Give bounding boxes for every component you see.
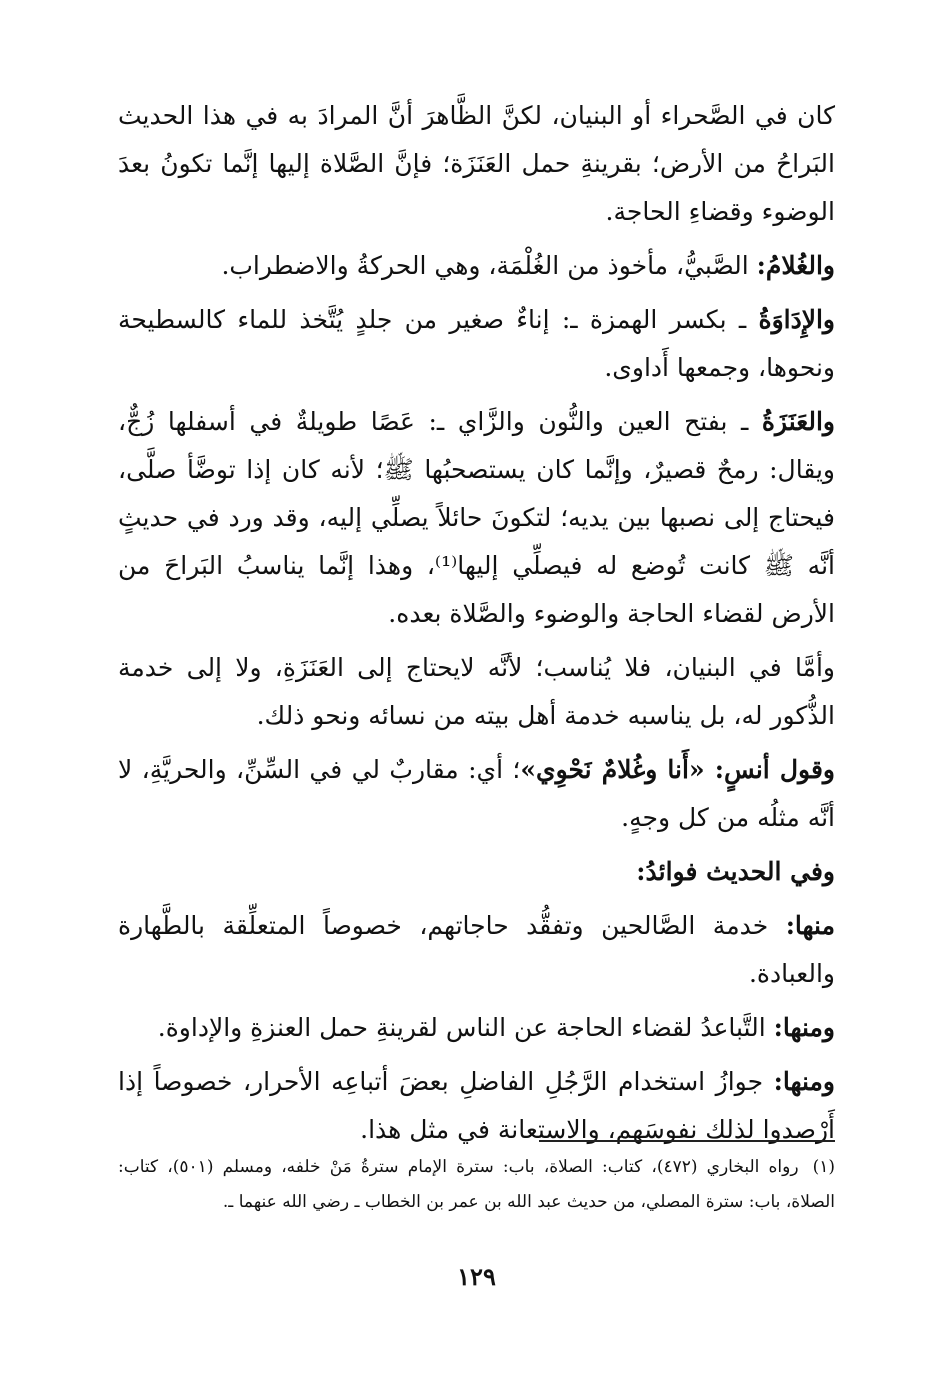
footnotes xyxy=(118,1150,835,1220)
term-anaza: والعَنَزَةُ xyxy=(761,407,835,436)
paragraph-4-text: ـ بفتح العين والنُّون والزَّاي ـ: عَصًا طويلةٌ في أسفلها زُجٌّ، ويقال: رمحٌ قصيرٌ، وإنَّما كان يستصحبُها ﷺ؛ لأنه كان إذا توضَّأ صلَّى، فيحتاج إلى نصبها بين يديه؛ لتكونَ حائلاً يصلِّي إليه، وقد ورد في حديثٍ أنَّه ﷺ كانت تُوضع له فيصلِّي إليها⁽¹⁾، وهذا إنَّما يناسبُ البَراحَ من الأرض لقضاء الحاجة والوضوء والصَّلاة بعده. xyxy=(118,407,835,628)
paragraph-1-text: كان في الصَّحراء أو البنيان، لكنَّ الظَّاهرَ أنَّ المرادَ به في هذا الحديث البَراحُ من الأرض؛ بقرينةِ حمل العَنَزَة؛ فإنَّ الصَّلاة إليها إنَّما تكونُ بعدَ الوضوء وقضاءِ الحاجة. xyxy=(118,101,835,226)
paragraph-8 xyxy=(118,902,835,998)
paragraph-6 xyxy=(118,746,835,842)
term-idawa: والإِدَاوَةُ xyxy=(758,305,835,334)
term-ghulam: والغُلامُ: xyxy=(756,251,835,280)
footnote-1 xyxy=(118,1150,835,1220)
benefits-heading: وفي الحديث فوائدُ: xyxy=(636,857,835,886)
paragraph-5-text: وأمَّا في البنيان، فلا يُناسب؛ لأنَّه لايحتاج إلى العَنَزَةِ، ولا إلى خدمة الذُّكور له، بل يناسبه خدمة أهل بيته من نسائه ونحو ذلك. xyxy=(118,653,835,730)
term-minha-2: ومنها: xyxy=(773,1013,835,1042)
paragraph-4 xyxy=(118,398,835,638)
paragraph-3-text: ـ بكسر الهمزة ـ: إناءٌ صغير من جلدٍ يُتَّخذ للماء كالسطيحة ونحوها، وجمعها أَداوى. xyxy=(118,305,835,382)
page-number: ١٢٩ xyxy=(457,1262,496,1291)
paragraph-2-text: الصَّبيُّ، مأخوذ من الغُلْمَة، وهي الحركةُ والاضطراب. xyxy=(221,251,757,280)
footnote-text: رواه البخاري (٤٧٢)، كتاب: الصلاة، باب: سترة الإمام سترةُ مَنْ خلفه، ومسلم (٥٠١)، كتاب: الصلاة، باب: سترة المصلي، من حديث عبد الله بن عمر بن الخطاب ـ رضي الله عنهما ـ. xyxy=(118,1157,835,1212)
paragraph-5 xyxy=(118,644,835,740)
paragraph-2 xyxy=(118,242,835,290)
paragraph-3 xyxy=(118,296,835,392)
paragraph-9 xyxy=(118,1004,835,1052)
term-anas: وقول أنسٍ: xyxy=(714,755,835,784)
footnote-mark: (١) xyxy=(812,1157,835,1177)
paragraph-8-text: خدمة الصَّالحين وتفقُّد حاجاتهم، خصوصاً المتعلِّقة بالطَّهارة والعبادة. xyxy=(118,911,835,988)
paragraph-10-text: جوازُ استخدام الرَّجُلِ الفاضلِ بعضَ أتباعِه الأحرار، خصوصاً إذا أَرْصدوا لذلك نفوسَهم، والاستعانة في مثل هذا. xyxy=(118,1067,835,1144)
footnote-divider xyxy=(539,1140,835,1142)
paragraph-7 xyxy=(118,848,835,896)
page-content xyxy=(118,92,835,1291)
term-minha-1: منها: xyxy=(785,911,835,940)
hadith-quote: «أَنا وغُلامٌ نَحْوِي» xyxy=(520,755,715,784)
paragraph-9-text: التَّباعدُ لقضاء الحاجة عن الناس لقرينةِ حمل العنزةِ والإداوة. xyxy=(157,1013,774,1042)
paragraph-1 xyxy=(118,92,835,236)
term-minha-3: ومنها: xyxy=(773,1067,835,1096)
main-text xyxy=(118,92,835,1154)
paragraph-6-text: ؛ أي: مقاربٌ لي في السِّنِّ، والحريَّةِ، لا أنَّه مثلُه من كل وجهٍ. xyxy=(118,755,835,832)
